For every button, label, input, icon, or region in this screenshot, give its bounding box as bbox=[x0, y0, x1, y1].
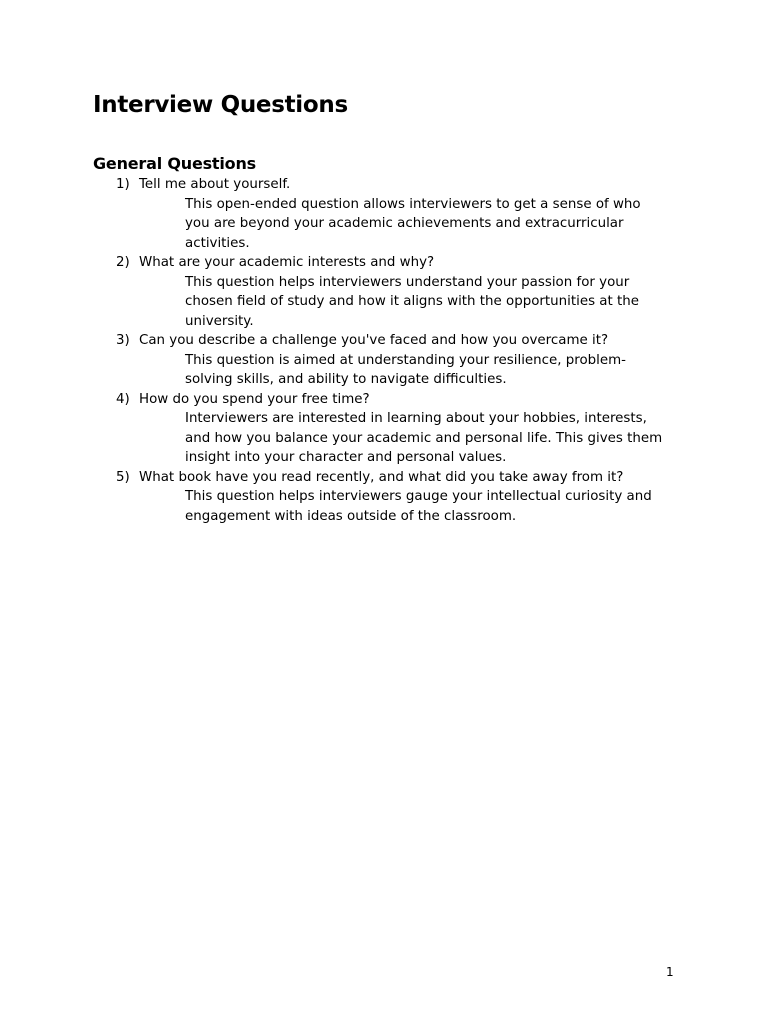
question-description bbox=[185, 273, 675, 332]
description-line: insight into your character and personal values. bbox=[185, 450, 507, 465]
question-text: How do you spend your free time? bbox=[139, 391, 370, 407]
question-description bbox=[185, 487, 675, 526]
description-line: This question helps interviewers understand your passion for your bbox=[185, 274, 630, 290]
question-item-4 bbox=[0, 390, 768, 468]
question-text: Can you describe a challenge you've faced and how you overcame it? bbox=[139, 333, 609, 348]
question-item-3 bbox=[0, 331, 768, 390]
section-heading-general-questions: General Questions bbox=[93, 154, 256, 173]
question-text: What book have you read recently, and what did you take away from it? bbox=[139, 469, 624, 485]
question-number: 1) bbox=[116, 177, 130, 192]
description-line: engagement with ideas outside of the classroom. bbox=[185, 508, 517, 524]
question-number: 2) bbox=[116, 255, 130, 270]
description-line: This question helps interviewers gauge your intellectual curiosity and bbox=[185, 489, 652, 504]
description-line: This question is aimed at understanding your resilience, problem- bbox=[185, 352, 626, 368]
description-line: and how you balance your academic and personal life. This gives them bbox=[185, 430, 663, 446]
description-line: university. bbox=[185, 313, 254, 329]
question-description bbox=[185, 409, 675, 468]
description-line: This open-ended question allows interviewers to get a sense of who bbox=[185, 196, 641, 212]
question-item-5 bbox=[0, 468, 768, 527]
question-description bbox=[185, 351, 675, 390]
description-line: Interviewers are interested in learning about your hobbies, interests, bbox=[185, 411, 647, 426]
question-number: 4) bbox=[116, 391, 130, 407]
page-number: 1 bbox=[666, 965, 674, 979]
question-text: What are your academic interests and why? bbox=[139, 255, 435, 270]
description-line: chosen field of study and how it aligns with the opportunities at the bbox=[185, 294, 640, 309]
question-item-2 bbox=[0, 253, 768, 331]
page-title: Interview Questions bbox=[93, 92, 348, 118]
question-text: Tell me about yourself. bbox=[139, 177, 291, 192]
question-item-1 bbox=[0, 175, 768, 253]
question-number: 5) bbox=[116, 469, 130, 485]
description-line: you are beyond your academic achievements and extracurricular bbox=[185, 216, 624, 231]
description-line: solving skills, and ability to navigate difficulties. bbox=[185, 372, 507, 387]
description-line: activities. bbox=[185, 235, 250, 251]
question-list bbox=[0, 175, 768, 526]
question-number: 3) bbox=[116, 333, 130, 348]
question-description bbox=[185, 195, 675, 254]
